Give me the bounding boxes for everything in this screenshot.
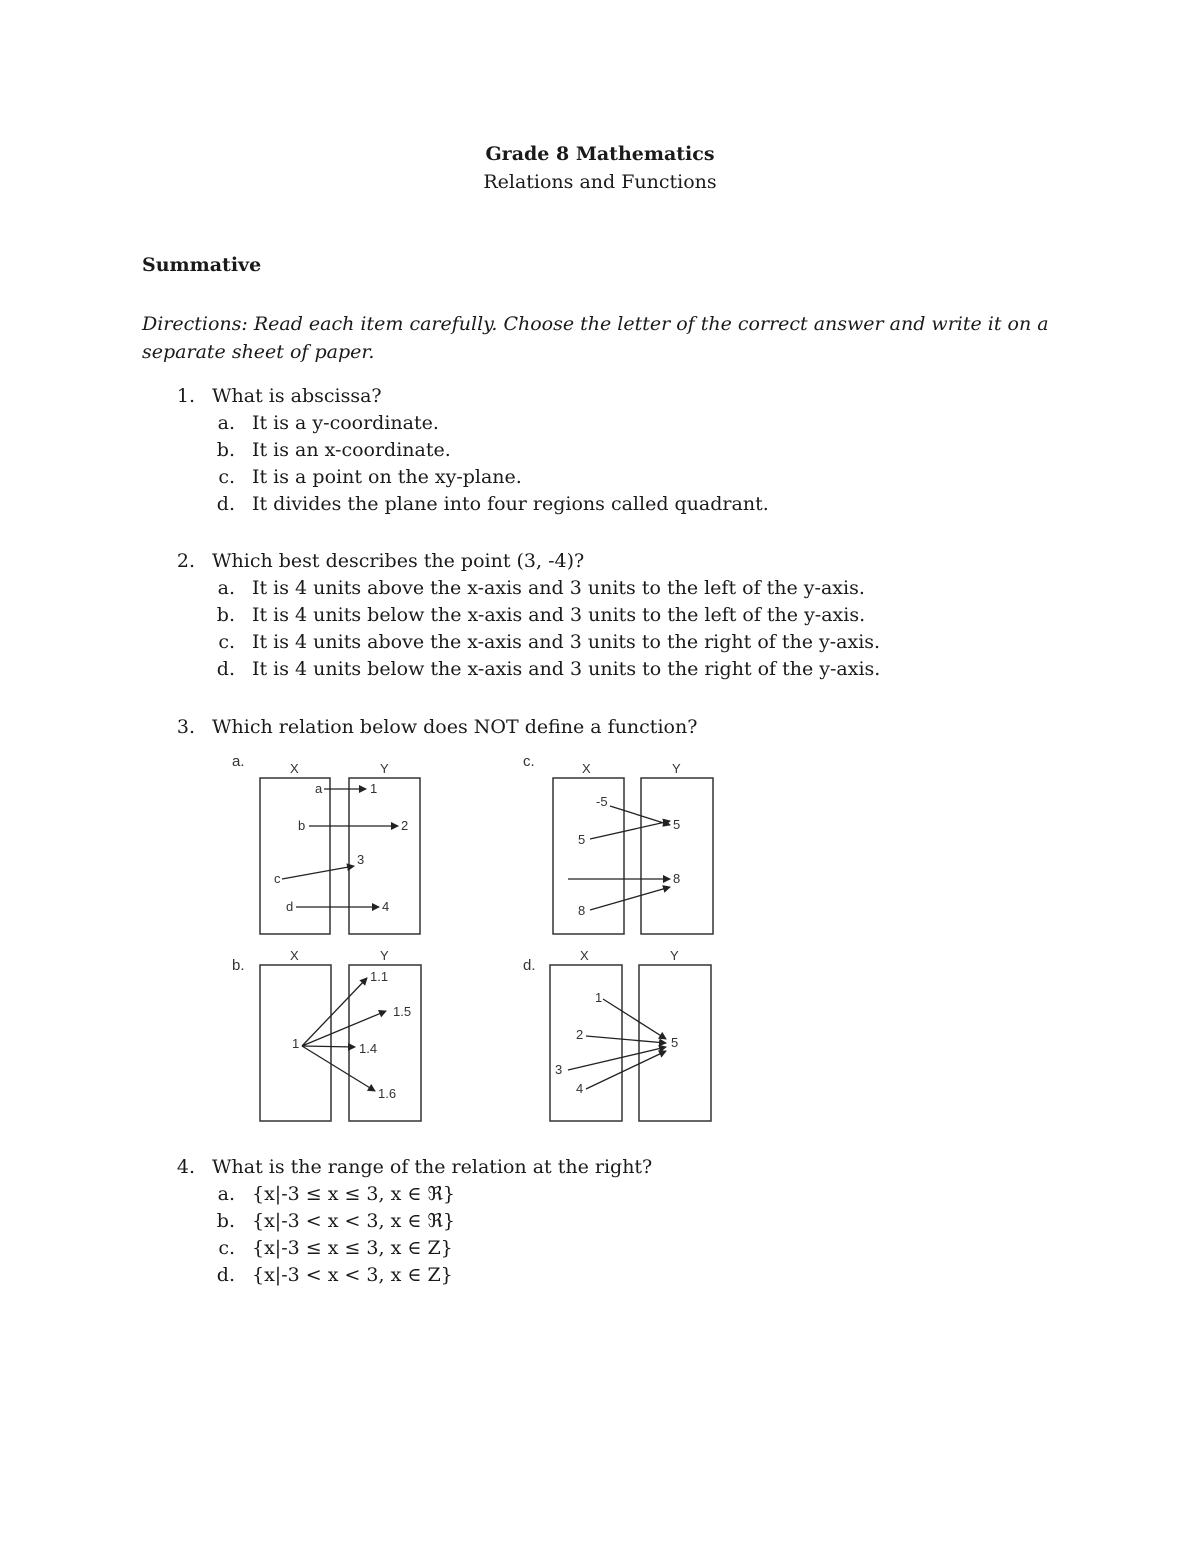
choice-letter: b. [216,1210,235,1232]
choice-letter: a. [217,1183,235,1205]
choice-letter: d. [216,1264,235,1286]
page-title: Grade 8 Mathematics [485,143,715,165]
choice-text: It is 4 units above the x-axis and 3 units to the left of the y-axis. [252,577,865,599]
mapping-arrow [603,999,666,1039]
diagram-letter: a. [232,753,245,770]
choice-letter: c. [218,466,235,488]
choice-text: {x|-3 < x < 3, x ∈ Z} [252,1264,453,1286]
choice-text: It divides the plane into four regions called quadrant. [252,493,769,515]
choice-text: {x|-3 ≤ x ≤ 3, x ∈ Z} [252,1237,453,1259]
range-box [641,778,713,934]
mapping-arrow [282,866,354,879]
choice-letter: b. [216,439,235,461]
question-text: Which best describes the point (3, -4)? [212,550,585,572]
question-number: 1. [176,385,195,407]
choice-letter: c. [218,631,235,653]
y-header: Y [672,761,681,776]
domain-item: a [315,781,323,796]
range-item: 5 [673,817,681,832]
domain-box [550,965,622,1121]
mapping-arrow [302,1046,355,1047]
range-item: 1.1 [370,969,389,984]
y-header: Y [380,761,389,776]
range-item: 1 [370,781,378,796]
question-text: What is abscissa? [212,385,382,407]
range-item: 1.5 [393,1004,412,1019]
range-item: 1.4 [359,1041,378,1056]
domain-item: 1 [292,1036,300,1051]
domain-item: c [274,871,281,886]
domain-box [260,778,330,934]
x-header: X [582,761,591,776]
question-1 [0,383,1200,515]
domain-item: 5 [578,832,586,847]
question-number: 4. [176,1156,195,1178]
y-header: Y [380,948,389,963]
diagram-b [232,948,421,1121]
question-text: What is the range of the relation at the right? [212,1156,653,1178]
range-item: 4 [382,899,390,914]
domain-item: b [298,818,306,833]
choice-text: {x|-3 ≤ x ≤ 3, x ∈ ℜ} [252,1183,456,1205]
range-item: 3 [357,852,365,867]
mapping-arrow [586,1036,666,1043]
domain-box [553,778,624,934]
domain-item: 8 [578,903,586,918]
mapping-arrow [590,887,670,910]
page-subtitle: Relations and Functions [483,171,717,193]
directions-text: Directions: Read each item carefully. Choose the letter of the correct answer and write it on a separate sheet of paper. [142,313,1049,363]
domain-item: d [286,899,294,914]
diagram-a [232,753,420,934]
diagram-c [523,753,713,934]
question-number: 3. [176,716,195,738]
diagram-letter: c. [523,753,535,770]
choice-letter: d. [216,658,235,680]
mapping-arrow [590,821,670,839]
x-header: X [290,761,299,776]
domain-item: 4 [576,1081,584,1096]
choice-text: It is a point on the xy-plane. [252,466,522,488]
range-item: 8 [673,871,681,886]
mapping-arrow [302,978,367,1046]
range-item: 1.6 [378,1086,397,1101]
diagram-letter: d. [523,957,536,974]
domain-item: 3 [555,1062,563,1077]
x-header: X [290,948,299,963]
mapping-arrow [610,806,670,825]
range-item: 5 [671,1035,679,1050]
choice-letter: a. [217,577,235,599]
section-title: Summative [142,254,262,276]
mapping-diagrams [220,748,740,1128]
question-3 [0,714,1200,744]
choice-letter: d. [216,493,235,515]
choice-text: It is 4 units below the x-axis and 3 units to the left of the y-axis. [252,604,866,626]
choice-text: It is an x-coordinate. [252,439,451,461]
choice-text: It is a y-coordinate. [252,412,439,434]
range-item: 2 [401,818,409,833]
choice-text: It is 4 units below the x-axis and 3 units to the right of the y-axis. [252,658,881,680]
x-header: X [580,948,589,963]
question-4 [0,1154,1200,1294]
choice-letter: a. [217,412,235,434]
question-text: Which relation below does NOT define a function? [212,716,698,738]
choice-letter: b. [216,604,235,626]
diagram-letter: b. [232,957,245,974]
choice-letter: c. [218,1237,235,1259]
y-header: Y [670,948,679,963]
question-number: 2. [176,550,195,572]
diagram-d [523,948,711,1121]
domain-item: 2 [576,1027,584,1042]
question-2 [0,548,1200,688]
domain-item: 1 [595,990,603,1005]
choice-text: It is 4 units above the x-axis and 3 units to the right of the y-axis. [252,631,881,653]
domain-item: -5 [596,794,608,809]
choice-text: {x|-3 < x < 3, x ∈ ℜ} [252,1210,456,1232]
